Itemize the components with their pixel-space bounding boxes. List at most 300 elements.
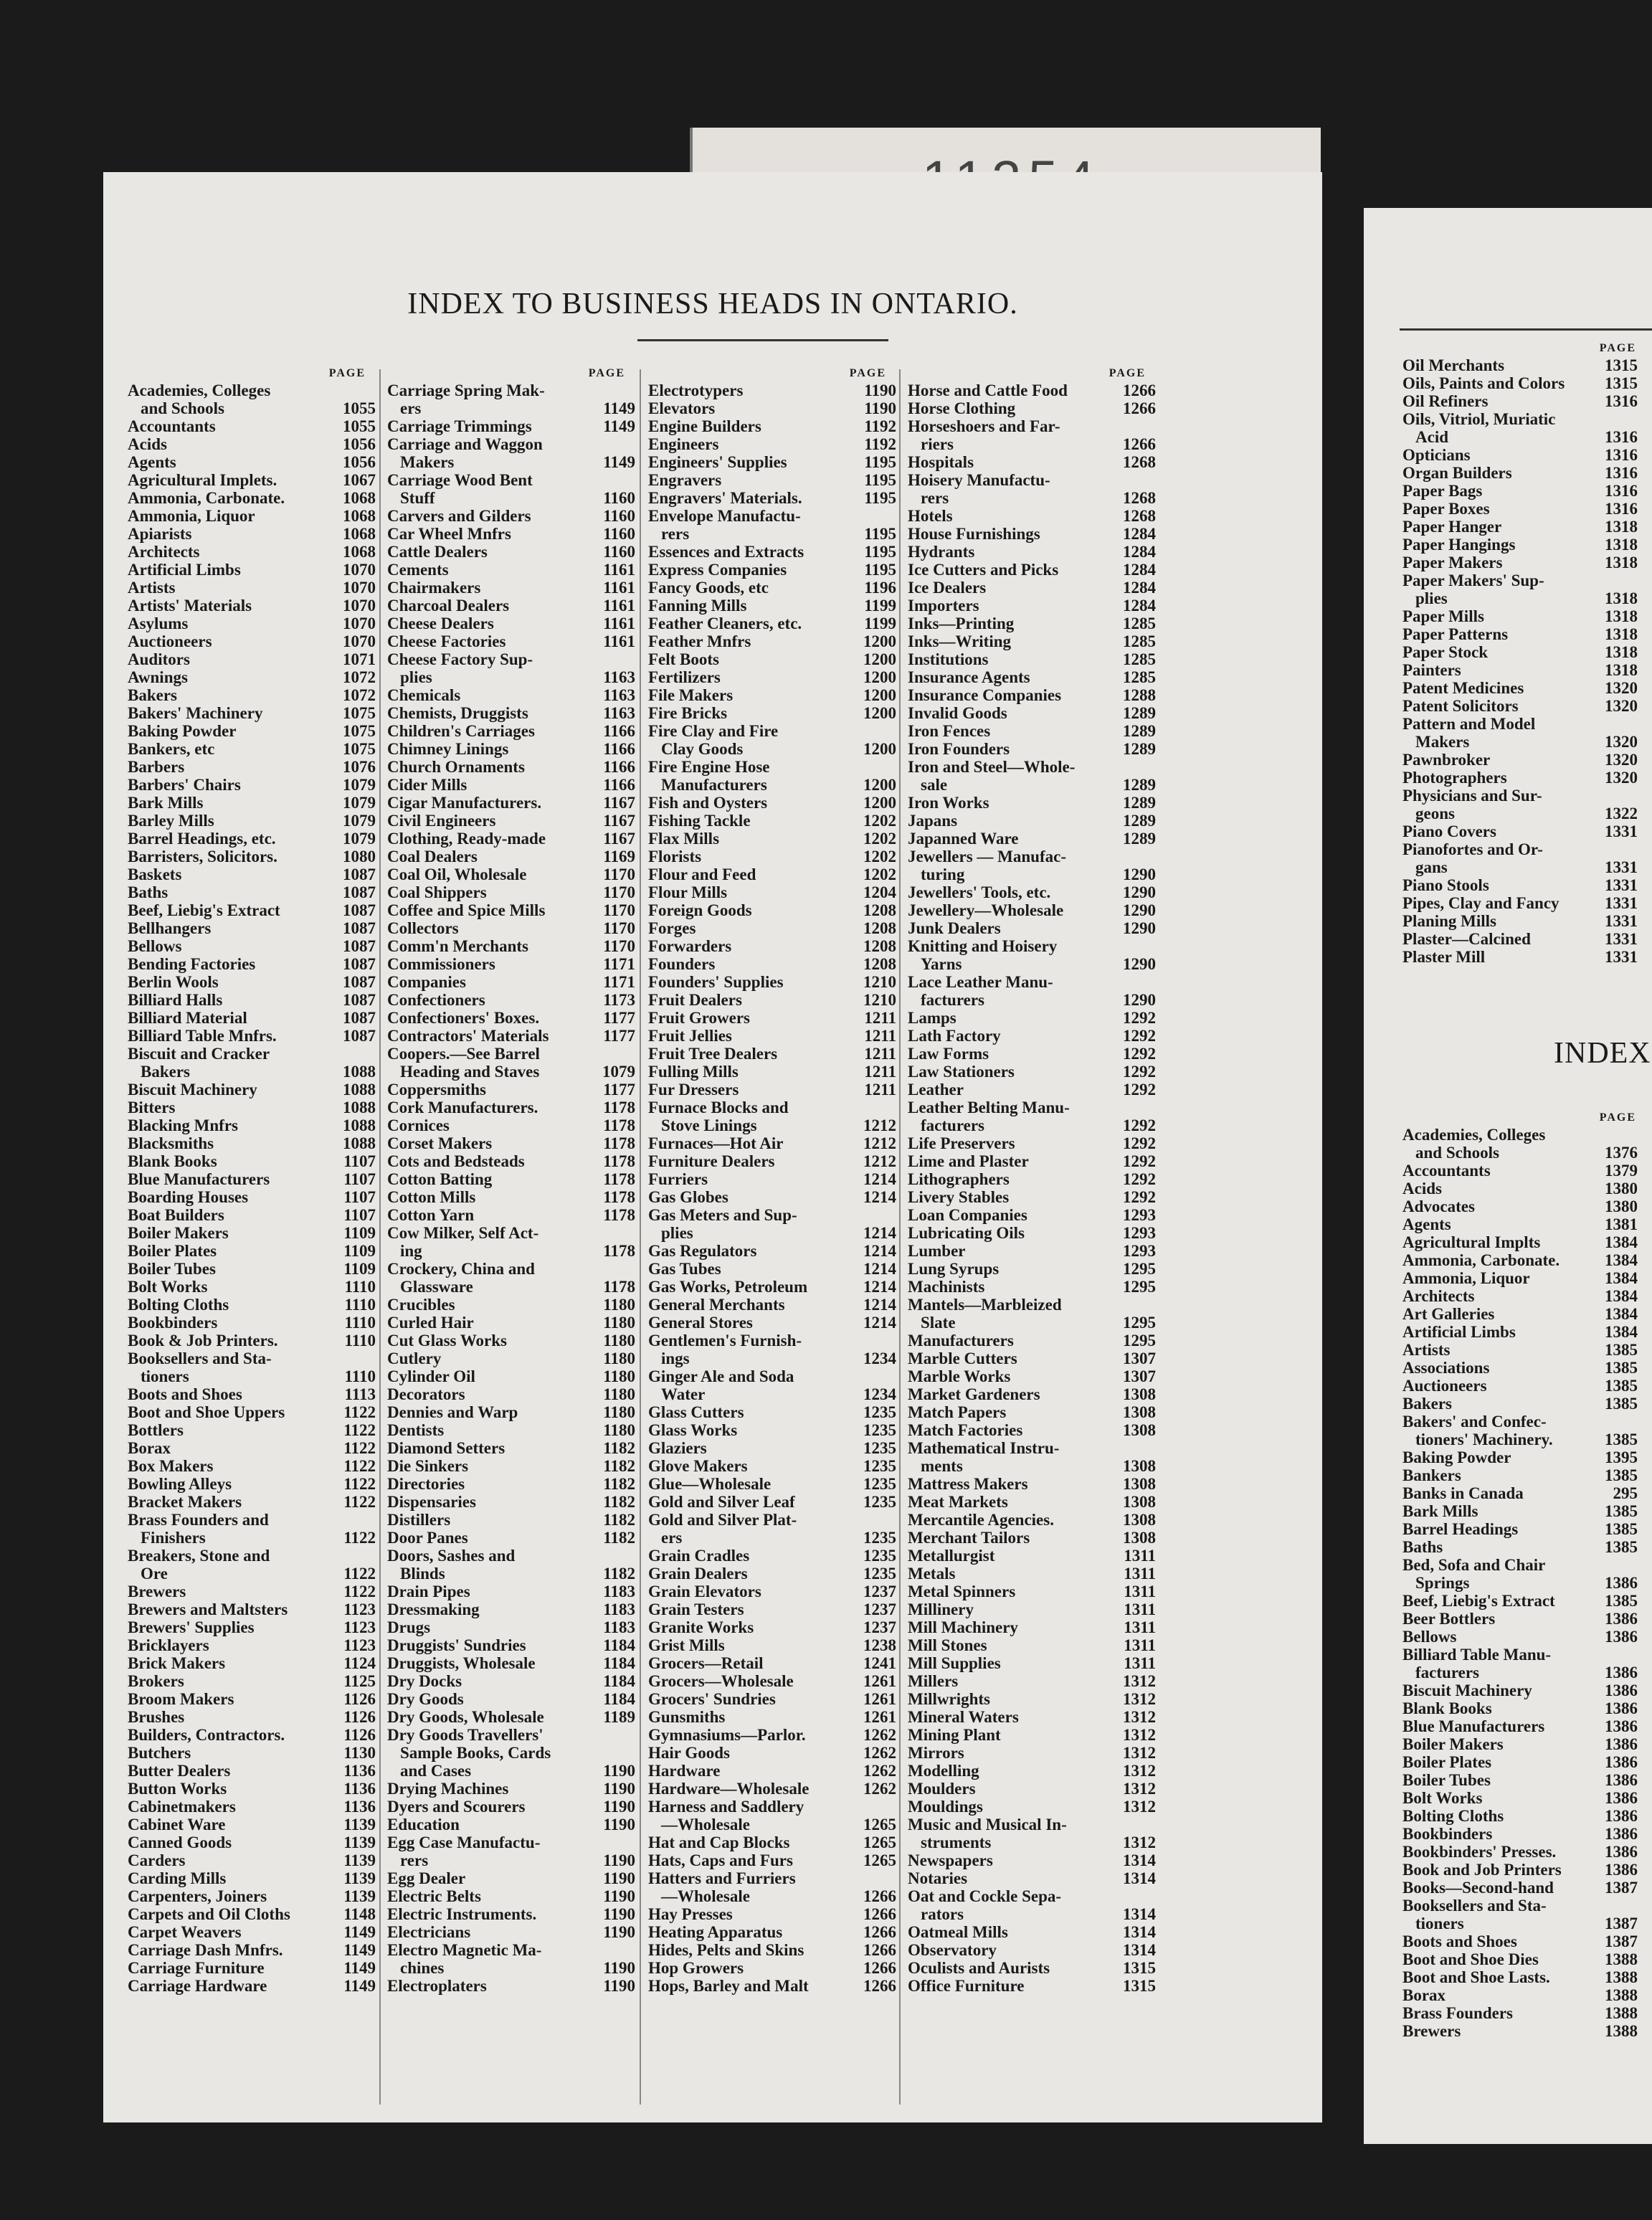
entry-name: Cheese Factory Sup- [387,650,533,668]
index-entry [905,991,1156,1009]
index-entry [384,1475,635,1493]
entry-page-number: 1170 [603,937,635,955]
entry-name: Hatters and Furriers [648,1869,796,1887]
entry-name: Collectors [387,919,459,937]
index-entry [1400,1538,1652,1556]
entry-page-number: 1262 [863,1726,896,1744]
index-entry [1400,805,1652,822]
entry-page-number: 1202 [863,848,896,865]
index-entry [125,794,376,812]
entry-page-number: 1170 [603,883,635,901]
entry-page-number: 1211 [864,1081,896,1099]
entry-name: Bookbinders' Presses. [1402,1843,1557,1861]
entry-page-number: 1318 [1605,625,1638,643]
index-entry [1400,1915,1652,1932]
index-entry [905,1798,1156,1816]
entry-name: Bed, Sofa and Chair [1402,1556,1546,1574]
entry-page-number: 1088 [343,1063,376,1081]
entry-page-number: 1261 [863,1690,896,1708]
entry-page-number: 1292 [1123,1170,1156,1188]
entry-name: Clay Goods [661,740,744,758]
entry-page-number: 1178 [603,1188,635,1206]
entry-name: Egg Case Manufactu- [387,1834,541,1851]
index-entry [384,561,635,579]
entry-page-number: 1268 [1123,453,1156,471]
entry-page-number: 1208 [863,919,896,937]
entry-name: Mantels—Marbleized [908,1296,1062,1314]
entry-page-number: 1386 [1605,1574,1638,1592]
index-entry [1400,751,1652,769]
index-entry [384,901,635,919]
entry-page-number: 1266 [863,1959,896,1977]
entry-page-number: 1295 [1123,1314,1156,1332]
index-entry [125,543,376,561]
entry-name: Lithographers [908,1170,1010,1188]
entry-name: Moulders [908,1780,976,1798]
entry-name: Leather Belting Manu- [908,1099,1070,1116]
entry-name: Lubricating Oils [908,1224,1025,1242]
index-entry [905,865,1156,883]
index-entry [1400,1753,1652,1771]
index-entry [905,1170,1156,1188]
entry-page-number: 1316 [1605,428,1638,446]
entry-page-number: 1266 [863,1905,896,1923]
index-entry [645,1869,896,1887]
entry-page-number: 1290 [1123,955,1156,973]
index-entry [1400,643,1652,661]
entry-name: ers [400,399,422,417]
entry-page-number: 1284 [1123,579,1156,597]
entry-page-number: 1261 [863,1672,896,1690]
entry-page-number: 1200 [863,632,896,650]
entry-name: Carriage Spring Mak- [387,381,545,399]
entry-page-number: 1190 [603,1869,635,1887]
index-entry [384,1834,635,1851]
index-entry [1400,1735,1652,1753]
entry-name: Glue—Wholesale [648,1475,772,1493]
entry-page-number: 1199 [864,615,896,632]
entry-name: Barristers, Solicitors. [128,848,277,865]
entry-page-number: 1122 [343,1421,376,1439]
entry-page-number: 1380 [1605,1180,1638,1197]
entry-page-number: 1318 [1605,554,1638,571]
index-entry [125,417,376,435]
entry-page-number: 1284 [1123,543,1156,561]
entry-name: Cements [387,561,449,579]
entry-page-number: 1388 [1605,1986,1638,2004]
index-entry [905,1565,1156,1583]
entry-name: Japans [908,812,958,830]
entry-name: Granite Works [648,1618,754,1636]
entry-name: Iron Fences [908,722,991,740]
index-entry [905,1493,1156,1511]
index-entry [384,1242,635,1260]
entry-name: Gymnasiums—Parlor. [648,1726,806,1744]
index-entry [384,471,635,489]
index-entry [905,453,1156,471]
entry-name: Founders [648,955,716,973]
entry-name: Artists [128,579,176,597]
index-entry [384,489,635,507]
entry-page-number: 1308 [1123,1385,1156,1403]
entry-page-number: 1311 [1124,1636,1156,1654]
page-title: INDEX TO BUSINESS HEADS IN ONTARIO. [407,288,1018,321]
index-column-3 [645,366,896,2094]
entry-page-number: 1088 [343,1116,376,1134]
index-entry [125,937,376,955]
entry-name: Barrel Headings, etc. [128,830,276,848]
entry-name: Awnings [128,668,188,686]
index-entry [1400,822,1652,840]
index-entry [1400,1789,1652,1807]
index-entry [645,579,896,597]
entry-page-number: 1190 [603,1959,635,1977]
entry-page-number: 1235 [863,1493,896,1511]
entry-name: Bark Mills [1402,1502,1478,1520]
index-entry [384,1045,635,1063]
entry-name: Loan Companies [908,1206,1027,1224]
entry-name: Hops, Barley and Malt [648,1977,809,1995]
entry-page-number: 1149 [603,399,635,417]
entry-name: Grocers—Retail [648,1654,764,1672]
entry-page-number: 1386 [1605,1717,1638,1735]
entry-page-number: 1123 [343,1600,376,1618]
index-entry [1400,894,1652,912]
index-entry [645,955,896,973]
entry-name: Fertilizers [648,668,721,686]
entry-page-number: 1177 [603,1009,635,1027]
index-entry [384,1511,635,1529]
index-entry [1400,1233,1652,1251]
entry-page-number: 1320 [1605,751,1638,769]
entry-page-number: 1087 [343,1027,376,1045]
entry-page-number: 1234 [863,1385,896,1403]
entry-name: Insurance Agents [908,668,1030,686]
index-entry [1400,1359,1652,1377]
index-entry [905,1511,1156,1529]
index-entry [905,1816,1156,1834]
entry-page-number: 1262 [863,1744,896,1762]
entry-name: Clothing, Ready-made [387,830,546,848]
index-entry [1400,1305,1652,1323]
entry-name: Gold and Silver Plat- [648,1511,797,1529]
entry-name: Gas Globes [648,1188,728,1206]
index-entry [125,1851,376,1869]
entry-name: Dry Goods Travellers' [387,1726,543,1744]
index-entry [905,1152,1156,1170]
index-entry [645,471,896,489]
adjacent-index-column-lower [1400,1110,1652,2040]
index-entry [1400,1681,1652,1699]
entry-page-number: 1385 [1605,1359,1638,1377]
entry-name: Fancy Goods, etc [648,579,769,597]
index-entry [384,1385,635,1403]
entry-page-number: 1320 [1605,769,1638,787]
entry-page-number: 1384 [1605,1251,1638,1269]
index-entry [905,901,1156,919]
entry-page-number: 1124 [343,1654,376,1672]
entry-name: Paper Hangings [1402,536,1516,554]
entry-name: Auctioneers [128,632,212,650]
entry-page-number: 1235 [863,1529,896,1547]
index-entry [125,1511,376,1529]
index-entry [125,1152,376,1170]
entry-name: Barbers [128,758,185,776]
entry-page-number: 1163 [603,686,635,704]
entry-page-number: 1167 [603,812,635,830]
index-entry [1400,428,1652,446]
index-entry [384,1887,635,1905]
entry-name: Billiard Table Manu- [1402,1646,1552,1664]
index-entry [905,1116,1156,1134]
index-entry [905,1744,1156,1762]
entry-page-number: 1169 [603,848,635,865]
entry-name: Ammonia, Liquor [128,507,255,525]
entry-name: Junk Dealers [908,919,1001,937]
index-entry [125,1583,376,1600]
entry-page-number: 1149 [343,1923,376,1941]
index-entry [384,1959,635,1977]
entry-name: Bowling Alleys [128,1475,232,1493]
entry-name: Mineral Waters [908,1708,1019,1726]
entry-page-number: 1070 [343,579,376,597]
entry-page-number: 1080 [343,848,376,865]
entry-name: Cutlery [387,1349,442,1367]
entry-page-number: 1178 [603,1242,635,1260]
entry-page-number: 1202 [863,865,896,883]
index-entry [384,1780,635,1798]
index-entry [384,776,635,794]
index-entry [1400,769,1652,787]
entry-page-number: 1136 [343,1762,376,1780]
entry-name: Horseshoers and Far- [908,417,1060,435]
entry-page-number: 1289 [1123,740,1156,758]
index-entry [905,1314,1156,1332]
entry-name: Furriers [648,1170,708,1188]
entry-page-number: 1075 [343,704,376,722]
index-entry [645,1923,896,1941]
entry-name: General Merchants [648,1296,785,1314]
index-entry [384,991,635,1009]
entry-page-number: 1385 [1605,1395,1638,1413]
index-entry [1400,679,1652,697]
index-entry [384,955,635,973]
index-entry [384,865,635,883]
entry-name: Bolting Cloths [1402,1807,1504,1825]
entry-name: Electroplaters [387,1977,487,1995]
index-entry [1400,1162,1652,1180]
entry-name: Millers [908,1672,959,1690]
entry-page-number: 1314 [1123,1941,1156,1959]
index-entry [905,471,1156,489]
entry-name: Billiard Material [128,1009,247,1027]
entry-page-number: 1295 [1123,1260,1156,1278]
entry-name: Carpenters, Joiners [128,1887,267,1905]
entry-page-number: 1386 [1605,1753,1638,1771]
index-entry [905,1959,1156,1977]
entry-page-number: 1079 [602,1063,635,1081]
entry-page-number: 1056 [343,435,376,453]
entry-page-number: 1170 [603,865,635,883]
entry-name: Heating Apparatus [648,1923,783,1941]
entry-page-number: 1195 [864,489,896,507]
entry-name: Lamps [908,1009,956,1027]
entry-page-number: 1318 [1605,589,1638,607]
index-entry [645,1834,896,1851]
entry-page-number: 1384 [1605,1323,1638,1341]
entry-page-number: 1386 [1605,1681,1638,1699]
entry-name: Books—Second-hand [1402,1879,1554,1897]
index-entry [125,453,376,471]
index-entry [905,794,1156,812]
index-entry [645,399,896,417]
index-entry [645,1618,896,1636]
entry-name: Water [661,1385,706,1403]
index-entry [905,1367,1156,1385]
entry-name: Makers [400,453,455,471]
entry-page-number: 1075 [343,740,376,758]
entry-name: Bakers [141,1063,190,1081]
entry-page-number: 1312 [1123,1744,1156,1762]
index-entry [645,1475,896,1493]
entry-page-number: 1180 [603,1385,635,1403]
index-entry [905,1834,1156,1851]
entry-name: Engravers' Materials. [648,489,802,507]
entry-name: Pattern and Model [1402,715,1536,733]
entry-page-number: 1237 [863,1583,896,1600]
entry-name: Feather Cleaners, etc. [648,615,802,632]
index-entry [905,561,1156,579]
index-entry [645,453,896,471]
index-entry [384,597,635,615]
entry-name: Hardware—Wholesale [648,1780,810,1798]
index-entry [1400,392,1652,410]
index-entry [905,543,1156,561]
entry-page-number: 1387 [1605,1932,1638,1950]
entry-name: Hay Presses [648,1905,733,1923]
entry-page-number: 1311 [1124,1583,1156,1600]
entry-page-number: 1173 [603,991,635,1009]
entry-page-number: 1110 [344,1332,376,1349]
index-entry [905,1385,1156,1403]
entry-name: Charcoal Dealers [387,597,510,615]
index-entry [384,1529,635,1547]
entry-page-number: 1316 [1605,464,1638,482]
entry-name: Hoisery Manufactu- [908,471,1050,489]
entry-name: Mill Machinery [908,1618,1018,1636]
index-entry [125,399,376,417]
entry-name: Match Factories [908,1421,1023,1439]
entry-page-number: 1190 [603,1923,635,1941]
entry-name: Elevators [648,399,716,417]
entry-name: Bolting Cloths [128,1296,229,1314]
index-entry [384,794,635,812]
index-entry [384,1457,635,1475]
index-entry [645,830,896,848]
index-entry [645,991,896,1009]
index-entry [905,1349,1156,1367]
entry-name: Cornices [387,1116,450,1134]
index-entry [905,1600,1156,1618]
entry-name: rators [921,1905,964,1923]
entry-name: Associations [1402,1359,1490,1377]
entry-name: Office Furniture [908,1977,1025,1995]
entry-page-number: 1208 [863,937,896,955]
index-entry [905,1887,1156,1905]
index-entry [384,1923,635,1941]
entry-name: Photographers [1402,769,1507,787]
entry-name: Doors, Sashes and [387,1547,516,1565]
entry-name: Bookbinders [128,1314,218,1332]
index-entry [905,1636,1156,1654]
entry-page-number: 1178 [603,1170,635,1188]
entry-page-number: 1318 [1605,607,1638,625]
entry-page-number: 1235 [863,1457,896,1475]
entry-page-number: 1386 [1605,1664,1638,1681]
index-entry [384,1672,635,1690]
adjacent-index-column [1400,341,1652,966]
entry-name: Bakers' and Confec- [1402,1413,1547,1431]
index-entry [1400,1251,1652,1269]
entry-page-number: 1200 [863,686,896,704]
index-entry [125,1475,376,1493]
entry-name: Biscuit Machinery [1402,1681,1532,1699]
entry-page-number: 1160 [603,507,635,525]
entry-page-number: 1314 [1123,1923,1156,1941]
index-entry [645,1654,896,1672]
index-entry [1400,840,1652,858]
entry-name: Iron Founders [908,740,1010,758]
entry-page-number: 1288 [1123,686,1156,704]
entry-page-number: 1308 [1123,1511,1156,1529]
entry-name: Gold and Silver Leaf [648,1493,795,1511]
index-entry [1400,1897,1652,1915]
entry-page-number: 1312 [1123,1672,1156,1690]
page-label: PAGE [588,367,625,379]
entry-name: Carvers and Gilders [387,507,531,525]
entry-page-number: 1388 [1605,1968,1638,1986]
index-entry [645,1349,896,1367]
index-entry [905,1260,1156,1278]
index-entry [905,1188,1156,1206]
index-entry [1400,571,1652,589]
index-entry [905,1672,1156,1690]
index-entry [1400,1843,1652,1861]
index-entry [384,1403,635,1421]
entry-page-number: 1068 [343,489,376,507]
index-entry [125,1690,376,1708]
entry-page-number: 1290 [1123,865,1156,883]
entry-page-number: 1190 [603,1977,635,1995]
entry-page-number: 1235 [863,1421,896,1439]
index-entry [645,1672,896,1690]
index-entry [384,1134,635,1152]
entry-name: Baths [1402,1538,1443,1556]
index-entry [1400,518,1652,536]
entry-name: Bitters [128,1099,176,1116]
entry-page-number: 1166 [603,740,635,758]
index-entry [645,507,896,525]
entry-page-number: 1314 [1123,1869,1156,1887]
entry-name: Stove Linings [661,1116,757,1134]
entry-name: Plaster—Calcined [1402,930,1531,948]
index-entry [125,1367,376,1385]
entry-name: Coppersmiths [387,1081,487,1099]
entry-name: Inks—Writing [908,632,1012,650]
entry-page-number: 1087 [343,991,376,1009]
entry-name: Diamond Setters [387,1439,505,1457]
entry-name: Gas Meters and Sup- [648,1206,797,1224]
